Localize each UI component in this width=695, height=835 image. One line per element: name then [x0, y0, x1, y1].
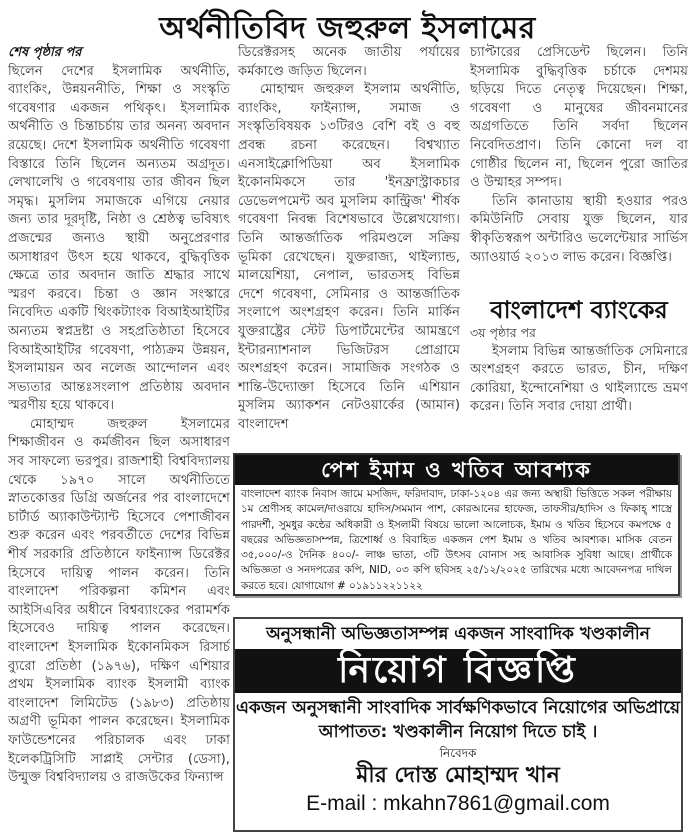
article-paragraph: চ্যাপ্টারের প্রেসিডেন্ট ছিলেন। তিনি ইসলামিক বুদ্ধিবৃত্তিক চর্চাকে দেশময় ছড়িয়ে দিতে নেতৃত্ব দিয়েছেন। শিক্ষা, গবেষণা ও মানুষের জীবনমানের অগ্রগতিতে তিনি সর্বদা ছিলেন নিবেদিতপ্রাণ। তিনি কোনো দল বা গোষ্ঠীর ছিলেন না, ছিলেন পুরো জাতির ও উম্মাহর সম্পদ।: [470, 45, 688, 191]
contact-email: E-mail : mkahn7861@gmail.com: [306, 792, 610, 815]
article-column-1: [8, 44, 230, 788]
ad-title: নিয়োগ বিজ্ঞপ্তি: [235, 649, 681, 693]
article-paragraph: মোহাম্মদ জহুরুল ইসলাম অর্থনীতি, ব্যাংকিং, ফাইন্যান্স, সমাজ ও সংস্কৃতিবিষয়ক ১৩টিরও বেশি বই ও বহু প্রবন্ধ রচনা করেছেন। বিশ্বখ্যাত এনসাইক্লোপিডিয়া অব ইসলামিক ইকোনমিকসে তার 'ইনফ্রাস্ট্রাকচার ডেভেলপমেন্ট অব মুসলিম কান্ট্রিজ' শীর্ষক গবেষণা নিবন্ধ বিশেষভাবে উল্লেখযোগ্য। তিনি আন্তর্জাতিক পরিমণ্ডলে সক্রিয় ভূমিকা রেখেছেন। যুক্তরাজ্য, থাইল্যান্ড, মালয়েশিয়া, নেপাল, ভারতসহ বিভিন্ন দেশে গবেষণা, সেমিনার ও আন্তর্জাতিক সংলাপে অংশগ্রহণ করেন। তিনি মার্কিন যুক্তরাষ্ট্রের স্টেট ডিপার্টমেন্টের আমন্ত্রণে ইন্টারন্যাশনাল ভিজিটরস প্রোগ্রামে অংশগ্রহণ করেন। সামাজিক সংগঠক ও শান্তি-উদ্যোক্তা হিসেবে তিনি এশিয়ান মুসলিম অ্যাকশন নেটওয়ার্কের (আমান) বাংলাদেশ: [238, 82, 460, 432]
article-column-2: [238, 44, 460, 434]
article-column-3: [470, 44, 688, 267]
signature-label: নিবেদক: [439, 746, 477, 760]
story2-headline: বাংলাদেশ ব্যাংকের: [490, 296, 668, 324]
ad-message: একজন অনুসন্ধানী সাংবাদিক সার্বক্ষণিকভাবে নিয়োগের অভিপ্রায়ে আপাতত: খণ্ডকালীন নিয়োগ দিতে চাই ।: [236, 698, 680, 742]
headline: অর্থনীতিবিদ জহুরুল ইসলামের: [159, 11, 536, 46]
journalist-job-ad: [233, 617, 683, 832]
ad-top-line: অনুসন্ধানী অভিজ্ঞতাসম্পন্ন একজন সাংবাদিক খণ্ডকালীন: [266, 624, 650, 644]
article-paragraph: মোহাম্মদ জহুরুল ইসলামের শিক্ষাজীবন ও কর্মজীবন ছিল অসাধারণ সব সাফল্যে ভরপুর। রাজশাহী বিশ্ববিদ্যালয় থেকে ১৯৭০ সালে অর্থনীতিতে স্নাতকোত্তর ডিগ্রি অর্জনের পর বাংলাদেশে চার্টার্ড অ্যাকাউন্ট্যান্ট হিসেবে পেশাজীবন শুরু করেন এবং পরবর্তীতে দেশের বিভিন্ন শীর্ষ সরকারি প্রতিষ্ঠানে ফাইন্যান্স ডিরেক্টর হিসেবে দায়িত্ব পালন করেন। তিনি বাংলাদেশ পরিকল্পনা কমিশন এবং আইসিএবির অধীনে বিশ্বব্যাংকের পরামর্শক হিসেবেও দায়িত্ব পালন করেছেন। বাংলাদেশ ইসলামিক ইকোনমিকস রিসার্চ ব্যুরো প্রতিষ্ঠা (১৯৭৬), দক্ষিণ এশিয়ার প্রথম ইসলামিক ব্যাংক ইসলামী ব্যাংক বাংলাদেশ লিমিটেড (১৯৮৩) প্রতিষ্ঠায় অগ্রণী ভূমিকা পালন করেছেন। ইসলামিক ফাউন্ডেশনের পরিচালক এবং ঢাকা ইলেকট্রিসিটি সাপ্লাই সেন্টার (ডেসা), উন্মুক্ত বিশ্ববিদ্যালয় ও রাজউকের ফিন্যান্স: [8, 416, 230, 786]
article-paragraph: ডিরেক্টরসহ অনেক জাতীয় পর্যায়ের কর্মকাণ্ডে জড়িত ছিলেন।: [238, 45, 460, 79]
advertiser-name: মীর দোস্ত মোহাম্মদ খান: [356, 763, 560, 788]
article-paragraph: ছিলেন দেশের ইসলামিক অর্থনীতি, ব্যাংকিং, উন্নয়ননীতি, শিক্ষা ও সংস্কৃতি গবেষণার একজন পথিকৃৎ। ইসলামিক অর্থনীতি ও চিন্তাচর্চায় তার অনন্য অবদান রয়েছে। দেশে ইসলামিক অর্থনীতি গবেষণা বিস্তারে তিনি ছিলেন অন্যতম অগ্রদূত। লেখালেখি ও গবেষণায় তার জীবন ছিল সমৃদ্ধ। মুসলিম সমাজকে এগিয়ে নেয়ার জন্য তার দূরদৃষ্টি, নিষ্ঠা ও শ্রেষ্ঠত্ব ভবিষ্যৎ প্রজন্মের জন্যও স্থায়ী অনুপ্রেরণার অসাধারণ উৎস হয়ে থাকবে, বুদ্ধিবৃত্তিক ক্ষেত্রে তার অবদান জাতি শ্রদ্ধার সাথে স্মরণ করবে। চিন্তা ও জ্ঞান সংস্কারে নিবেদিত একটি থিংকট্যাংক বিআইআইটির অন্যতম স্বপ্নদ্রষ্টা ও সহপ্রতিষ্ঠাতা হিসেবে বিআইআইটির গবেষণা, পাঠ্যক্রম উন্নয়ন, ইসলামায়ন অব নলেজ আন্দোলন এবং সভ্যতার আন্তঃসংলাপ প্রতিষ্ঠায় অবদান স্মরণীয় হয়ে থাকবে।: [8, 63, 230, 414]
imam-job-ad: [233, 453, 680, 596]
story2-body: [470, 324, 688, 417]
continued-from-label: শেষ পৃষ্ঠার পর: [8, 45, 82, 60]
continued-from-label: ৩য় পৃষ্ঠার পর: [470, 325, 536, 340]
ad-body: বাংলাদেশ ব্যাংক নিবাস জামে মসজিদ, ফরিদাবাদ, ঢাকা-১২০৪ এর জন্য অস্থায়ী ভিত্তিতে সকল পরীক্ষায় ১ম শ্রেণীসহ কামেল/দাওরায়ে হাদিস/সমমান পাশ, কোরআনের হাফেজ, তাফসীর/হাদিস ও ফিকাহ্ শাস্ত্রে পারদর্শী, সুমধুর কন্ঠের অধিকারী ও ইসলামী বিষয়ে ভালো আলোচক, ইমাম ও খতিব হিসেবে কমপক্ষে ৫ বছরের অভিজ্ঞতাসম্পন্ন, ত্রিশোর্ধ্ব ও বিবাহিত একজন পেশ ইমাম ও খতিব আবশ্যক। মাসিক বেতন ৩৫,০০০/-ও দৈনিক ৪০০/- লাঞ্চ ভাতা, ৩টি উৎসব বোনাস সহ আবাসিক সুবিধা আছে। প্রার্থীকে অভিজ্ঞতা ও সনদপত্রের কপি, NID, ০৩ কপি ছবিসহ ২৫/১২/২০২৫ তারিখের মধ্যে আবেদনপত্র দাখিল করতে হবে। যোগাযোগ # ০১৯১১২২১১২২: [241, 488, 672, 592]
ad-title: পেশ ইমাম ও খতিব আবশ্যক: [235, 455, 678, 485]
article-paragraph: ইসলাম বিভিন্ন আন্তর্জাতিক সেমিনারে অংশগ্রহণ করতে ভারত, চীন, দক্ষিণ কোরিয়া, ইন্দোনেশিয়া ও থাইল্যান্ডে ভ্রমণ করেন। তিনি সবার দোয়া প্রার্থী।: [470, 343, 688, 415]
article-paragraph: তিনি কানাডায় স্থায়ী হওয়ার পরও কমিউনিটি সেবায় যুক্ত ছিলেন, যার স্বীকৃতিস্বরূপ অন্টারিও ভলেন্টেয়ার সার্ভিস অ্যাওয়ার্ড ২০১৩ লাভ করেন। বিজ্ঞপ্তি।: [470, 193, 688, 265]
